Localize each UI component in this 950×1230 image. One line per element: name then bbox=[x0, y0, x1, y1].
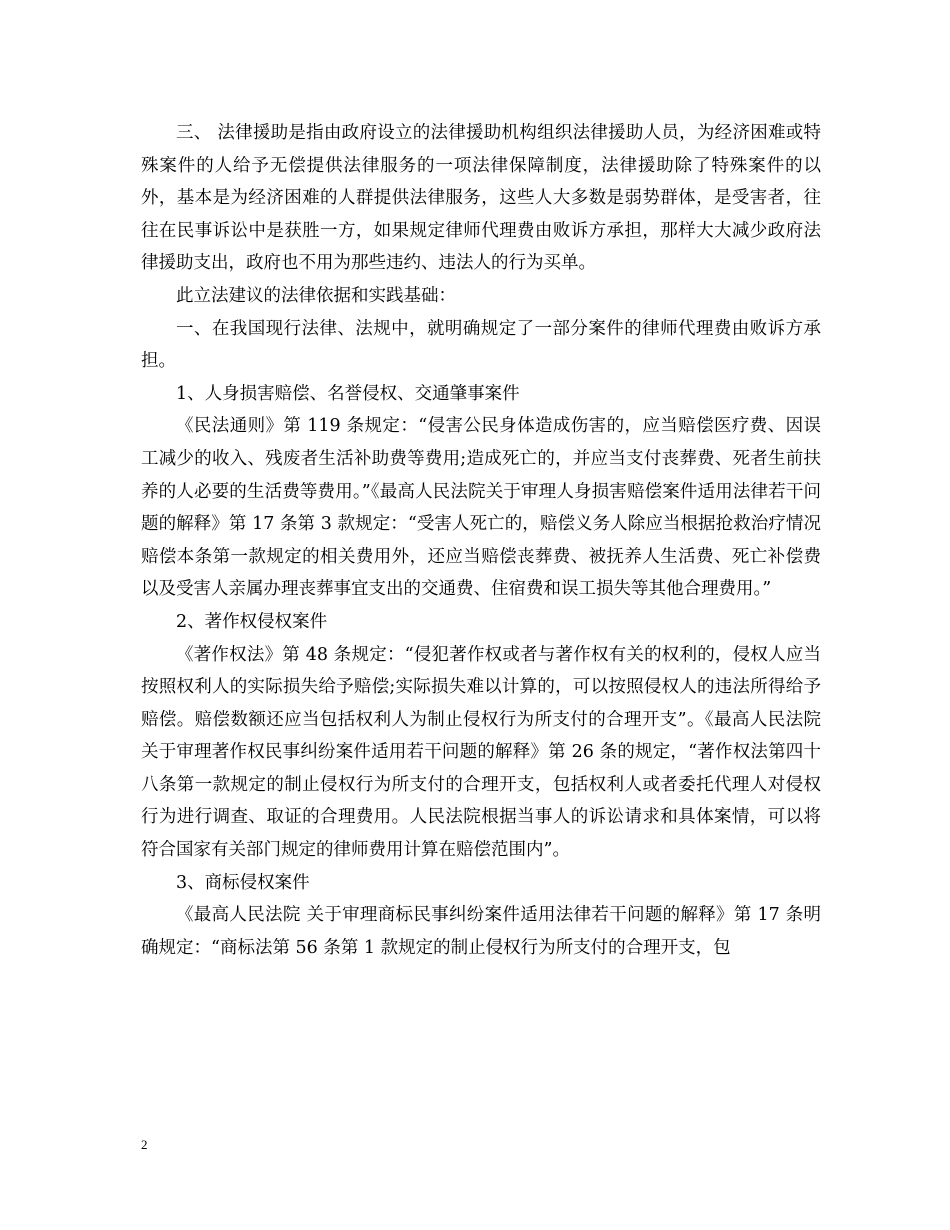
paragraph-copyright-law-article-48: 《著作权法》第 48 条规定：“侵犯著作权或者与著作权有关的权利的，侵权人应当按照权利人的实际损失给予赔偿;实际损失难以计算的，可以按照侵权人的违法所得给予赔偿。赔偿数额还应当包括权利人为制止侵权行为所支付的合理开支”。《最高人民法院关于审理著作权民事纠纷案件适用若干问题的解释》第 26 条的规定，“著作权法第四十八条第一款规定的制止侵权行为所支付的合理开支，包括权利人或者委托代理人对侵权行为进行调查、取证的合理费用。人民法院根据当事人的诉讼请求和具体案情，可以将符合国家有关部门规定的律师费用计算在赔偿范围内”。 bbox=[141, 644, 821, 861]
subheading-copyright: 2、著作权侵权案件 bbox=[176, 611, 328, 632]
paragraph-section-one: 一、在我国现行法律、法规中，就明确规定了一部分案件的律师代理费由败诉方承担。 bbox=[141, 318, 821, 372]
paragraph-legal-basis-heading: 此立法建议的法律依据和实践基础： bbox=[176, 285, 456, 306]
paragraph-trademark-interpretation: 《最高人民法院 关于审理商标民事纠纷案件适用法律若干问题的解释》第 17 条明确规定：“商标法第 56 条第 1 款规定的制止侵权行为所支付的合理开支，包 bbox=[141, 905, 821, 958]
page-number: 2 bbox=[141, 1137, 148, 1152]
paragraph-legal-aid: 三、 法律援助是指由政府设立的法律援助机构组织法律援助人员，为经济困难或特殊案件的人给予无偿提供法律服务的一项法律保障制度，法律援助除了特殊案件的以外，基本是为经济困难的人群提供法律服务，这些人大多数是弱势群体，是受害者，往往在民事诉讼中是获胜一方，如果规定律师代理费由败诉方承担，那样大大减少政府法律援助支出，政府也不用为那些违约、违法人的行为买单。 bbox=[141, 123, 821, 274]
subheading-trademark: 3、商标侵权案件 bbox=[176, 872, 310, 893]
document-body bbox=[141, 117, 821, 964]
subheading-personal-injury: 1、人身损害赔偿、名誉侵权、交通肇事案件 bbox=[176, 383, 520, 404]
paragraph-civil-law-article-119: 《民法通则》第 119 条规定：“侵害公民身体造成伤害的，应当赔偿医疗费、因误工减少的收入、残废者生活补助费等费用;造成死亡的，并应当支付丧葬费、死者生前扶养的人必要的生活费等费用。”《最高人民法院关于审理人身损害赔偿案件适用法律若干问题的解释》第 17 条第 3 款规定：“受害人死亡的，赔偿义务人除应当根据抢救治疗情况赔偿本条第一款规定的相关费用外，还应当赔偿丧葬费、被抚养人生活费、死亡补偿费以及受害人亲属办理丧葬事宜支出的交通费、住宿费和误工损失等其他合理费用。” bbox=[141, 416, 821, 600]
